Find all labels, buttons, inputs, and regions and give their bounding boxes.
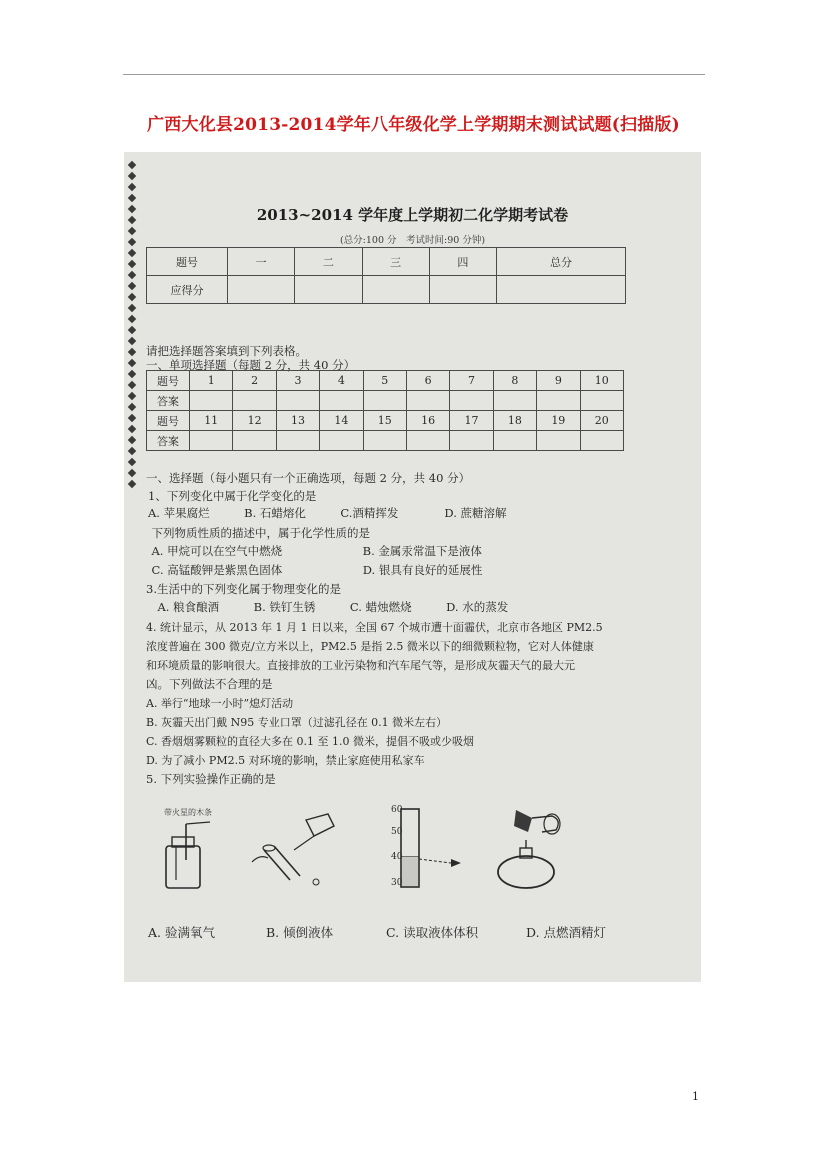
option-a: A. 验满氧气: [148, 925, 215, 940]
answer-cell: [450, 391, 493, 411]
question-number: 15: [363, 411, 406, 431]
question-3: 3.生活中的下列变化属于物理变化的是: [146, 582, 341, 596]
question-2-options-ab: A. 甲烷可以在空气中燃烧 B. 金属汞常温下是液体: [140, 544, 482, 558]
option-d: D. 点燃酒精灯: [526, 925, 607, 940]
question-number: 2: [233, 371, 276, 391]
answer-cell: [320, 431, 363, 451]
score-header: 四: [429, 248, 496, 276]
pouring-liquid-figure: [244, 810, 344, 895]
score-table-header-row: [147, 248, 626, 276]
answer-row-label: 题号: [147, 371, 190, 391]
question-number: 3: [276, 371, 319, 391]
question-number: 8: [493, 371, 536, 391]
score-cell: [362, 276, 429, 304]
alcohol-lamp-figure: [492, 802, 592, 897]
question-number: 4: [320, 371, 363, 391]
answer-cell: [580, 431, 623, 451]
answer-cell: [580, 391, 623, 411]
instruction-text: 请把选择题答案填到下列表格。: [146, 344, 307, 358]
section-header: 一、选择题（每小题只有一个正确选项，每题 2 分，共 40 分）: [146, 471, 471, 485]
answer-cell: [276, 391, 319, 411]
answer-cell: [450, 431, 493, 451]
question-number: 14: [320, 411, 363, 431]
question-number: 18: [493, 411, 536, 431]
score-table: [146, 247, 626, 304]
question-4-line-3: 和环境质量的影响很大。直接排放的工业污染物和汽车尾气等，是形成灰霾天气的最大元: [146, 659, 575, 672]
answer-cell: [493, 391, 536, 411]
answer-table-row: [147, 411, 624, 431]
cylinder-tick-label: 60: [391, 805, 403, 815]
cylinder-tick-label: 40: [391, 852, 403, 862]
answer-cell: [190, 391, 233, 411]
question-4-line-4: 凶。下列做法不合理的是: [146, 677, 273, 691]
exam-subtitle: (总分:100 分 考试时间:90 分钟): [339, 235, 486, 246]
score-header: 三: [362, 248, 429, 276]
question-4-option-d: D. 为了减小 PM2.5 对环境的影响，禁止家庭使用私家车: [146, 754, 425, 767]
cylinder-tick-label: 50: [391, 827, 403, 837]
answer-cell: [320, 391, 363, 411]
answer-cell: [276, 431, 319, 451]
header-rule: [123, 74, 705, 75]
answer-cell: [537, 431, 580, 451]
question-5: 5. 下列实验操作正确的是: [146, 772, 276, 786]
option-b: B. 倾倒液体: [266, 925, 334, 940]
question-1-options: A. 苹果腐烂 B. 石蜡熔化 C.酒精挥发 D. 蔗糖溶解: [148, 506, 507, 520]
answer-row-label: 答案: [147, 391, 190, 411]
answer-row-label: 题号: [147, 411, 190, 431]
question-4-option-c: C. 香烟烟雾颗粒的直径大多在 0.1 至 1.0 微米，提倡不吸或少吸烟: [146, 735, 474, 748]
question-4-line-1: 4. 统计显示，从 2013 年 1 月 1 日以来，全国 67 个城市遭十面霾伏，北京市各地区 PM2.5: [146, 621, 603, 634]
answer-table-row: [147, 391, 624, 411]
question-1: 1、下列变化中属于化学变化的是: [148, 489, 317, 503]
answer-table-row: [147, 371, 624, 391]
question-number: 20: [580, 411, 623, 431]
score-header: 题号: [147, 248, 228, 276]
question-3-options: A. 粮食酿酒 B. 铁钉生锈 C. 蜡烛燃烧 D. 水的蒸发: [146, 600, 509, 614]
question-number: 1: [190, 371, 233, 391]
answer-cell: [190, 431, 233, 451]
question-number: 7: [450, 371, 493, 391]
scanned-exam-page: [124, 152, 701, 982]
gas-bottle-figure: [158, 820, 228, 895]
figure-a-caption: 带火星的木条: [164, 808, 212, 817]
question-4-line-2: 浓度普遍在 300 微克/立方米以上，PM2.5 是指 2.5 微米以下的细微颗粒物，它对人体健康: [146, 640, 594, 653]
score-header: 总分: [497, 248, 626, 276]
score-table-score-row: [147, 276, 626, 304]
question-2-options-cd: C. 高锰酸钾是紫黑色固体 D. 银具有良好的延展性: [140, 563, 483, 577]
score-cell: [295, 276, 362, 304]
score-header: 二: [295, 248, 362, 276]
answer-cell: [537, 391, 580, 411]
answer-cell: [233, 431, 276, 451]
score-cell: [497, 276, 626, 304]
option-c: C. 读取液体体积: [386, 925, 479, 940]
question-2: 下列物质性质的描述中，属于化学性质的是: [140, 526, 370, 540]
page-number: 1: [692, 1090, 699, 1103]
answer-cell: [233, 391, 276, 411]
question-4-option-b: B. 灰霾天出门戴 N95 专业口罩（过滤孔径在 0.1 微米左右）: [146, 716, 448, 729]
answer-cell: [363, 391, 406, 411]
question-number: 6: [406, 371, 449, 391]
question-number: 12: [233, 411, 276, 431]
score-cell: [429, 276, 496, 304]
score-row-label: 应得分: [147, 276, 228, 304]
question-number: 17: [450, 411, 493, 431]
score-cell: [228, 276, 295, 304]
exam-title: 2013~2014 学年度上学期初二化学期考试卷: [256, 206, 569, 224]
question-number: 5: [363, 371, 406, 391]
document-title: 广西大化县2013-2014学年八年级化学上学期期末测试试题(扫描版): [147, 115, 680, 135]
answer-cell: [363, 431, 406, 451]
question-number: 13: [276, 411, 319, 431]
question-number: 10: [580, 371, 623, 391]
section1-header: 一、单项选择题（每题 2 分，共 40 分）: [146, 358, 356, 372]
answer-table-row: [147, 431, 624, 451]
score-header: 一: [228, 248, 295, 276]
answer-row-label: 答案: [147, 431, 190, 451]
answer-cell: [406, 431, 449, 451]
question-number: 19: [537, 411, 580, 431]
question-number: 11: [190, 411, 233, 431]
answer-cell: [493, 431, 536, 451]
question-4-option-a: A. 举行“地球一小时”熄灯活动: [146, 697, 294, 710]
answer-table: [146, 370, 624, 451]
cylinder-tick-label: 30: [391, 878, 403, 888]
question-number: 16: [406, 411, 449, 431]
question-number: 9: [537, 371, 580, 391]
answer-cell: [406, 391, 449, 411]
